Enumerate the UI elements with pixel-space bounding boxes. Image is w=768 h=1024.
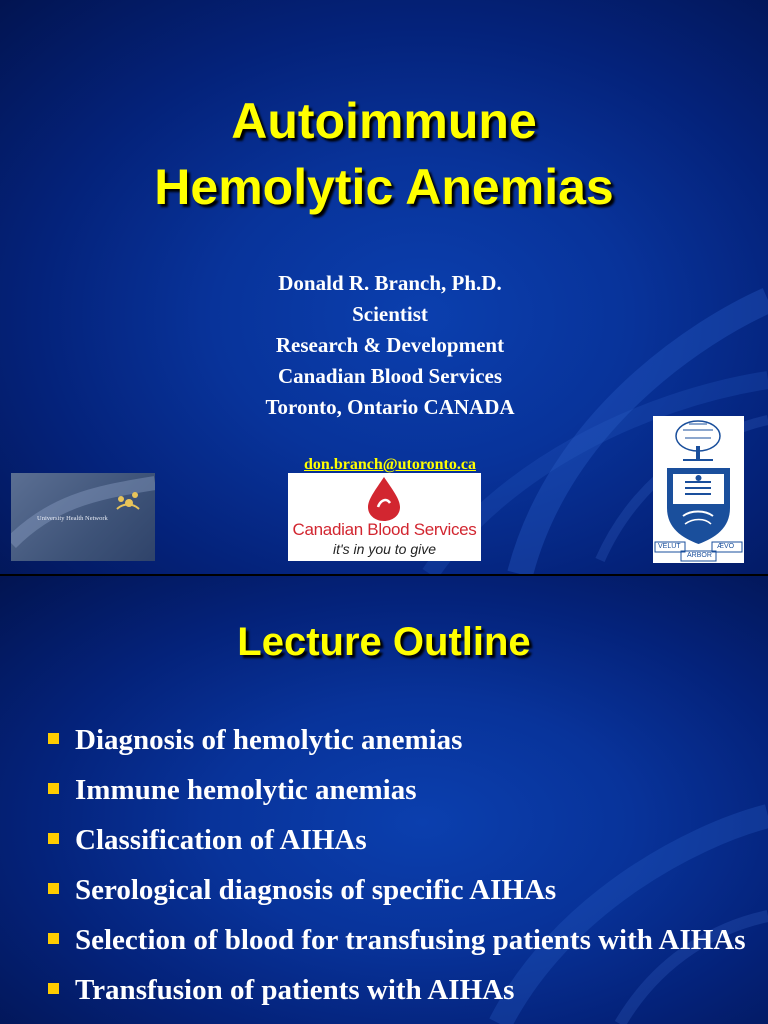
list-item: Serological diagnosis of specific AIHAs <box>48 870 748 910</box>
list-item: Diagnosis of hemolytic anemias <box>48 720 748 760</box>
uhn-logo <box>11 473 155 561</box>
email-link[interactable]: don.branch@utoronto.ca <box>304 456 476 473</box>
uhn-logo-text: University Health Network <box>37 515 108 522</box>
author-name: Donald R. Branch, Ph.D. <box>278 271 502 295</box>
title-line-1: Autoimmune <box>231 93 537 149</box>
author-dept: Research & Development <box>275 333 505 357</box>
slide-title <box>0 88 768 220</box>
title-line-2: Hemolytic Anemias <box>154 159 614 215</box>
cbs-name: Canadian Blood Services <box>292 520 477 539</box>
author-block <box>0 268 768 423</box>
uoft-crest <box>653 416 744 563</box>
blood-drop-icon <box>288 473 481 523</box>
list-item: Classification of AIHAs <box>48 820 748 860</box>
crest-icon <box>653 416 744 563</box>
cbs-tagline: it's in you to give <box>332 541 437 557</box>
list-item: Immune hemolytic anemias <box>48 770 748 810</box>
author-location: Toronto, Ontario CANADA <box>265 395 515 419</box>
author-org: Canadian Blood Services <box>277 364 503 388</box>
outline-slide <box>0 576 768 1024</box>
author-role: Scientist <box>352 302 428 326</box>
crest-motto-bottom: ARBOR <box>687 552 712 559</box>
outline-title: Lecture Outline <box>237 620 531 664</box>
list-item: Selection of blood for transfusing patients with AIHAs <box>48 920 748 960</box>
list-item: Transfusion of patients with AIHAs <box>48 970 748 1010</box>
outline-list <box>48 720 748 1020</box>
cbs-logo <box>288 473 481 561</box>
crest-motto-right: ÆVO <box>717 543 735 550</box>
crest-motto-left: VELUT <box>658 543 681 550</box>
